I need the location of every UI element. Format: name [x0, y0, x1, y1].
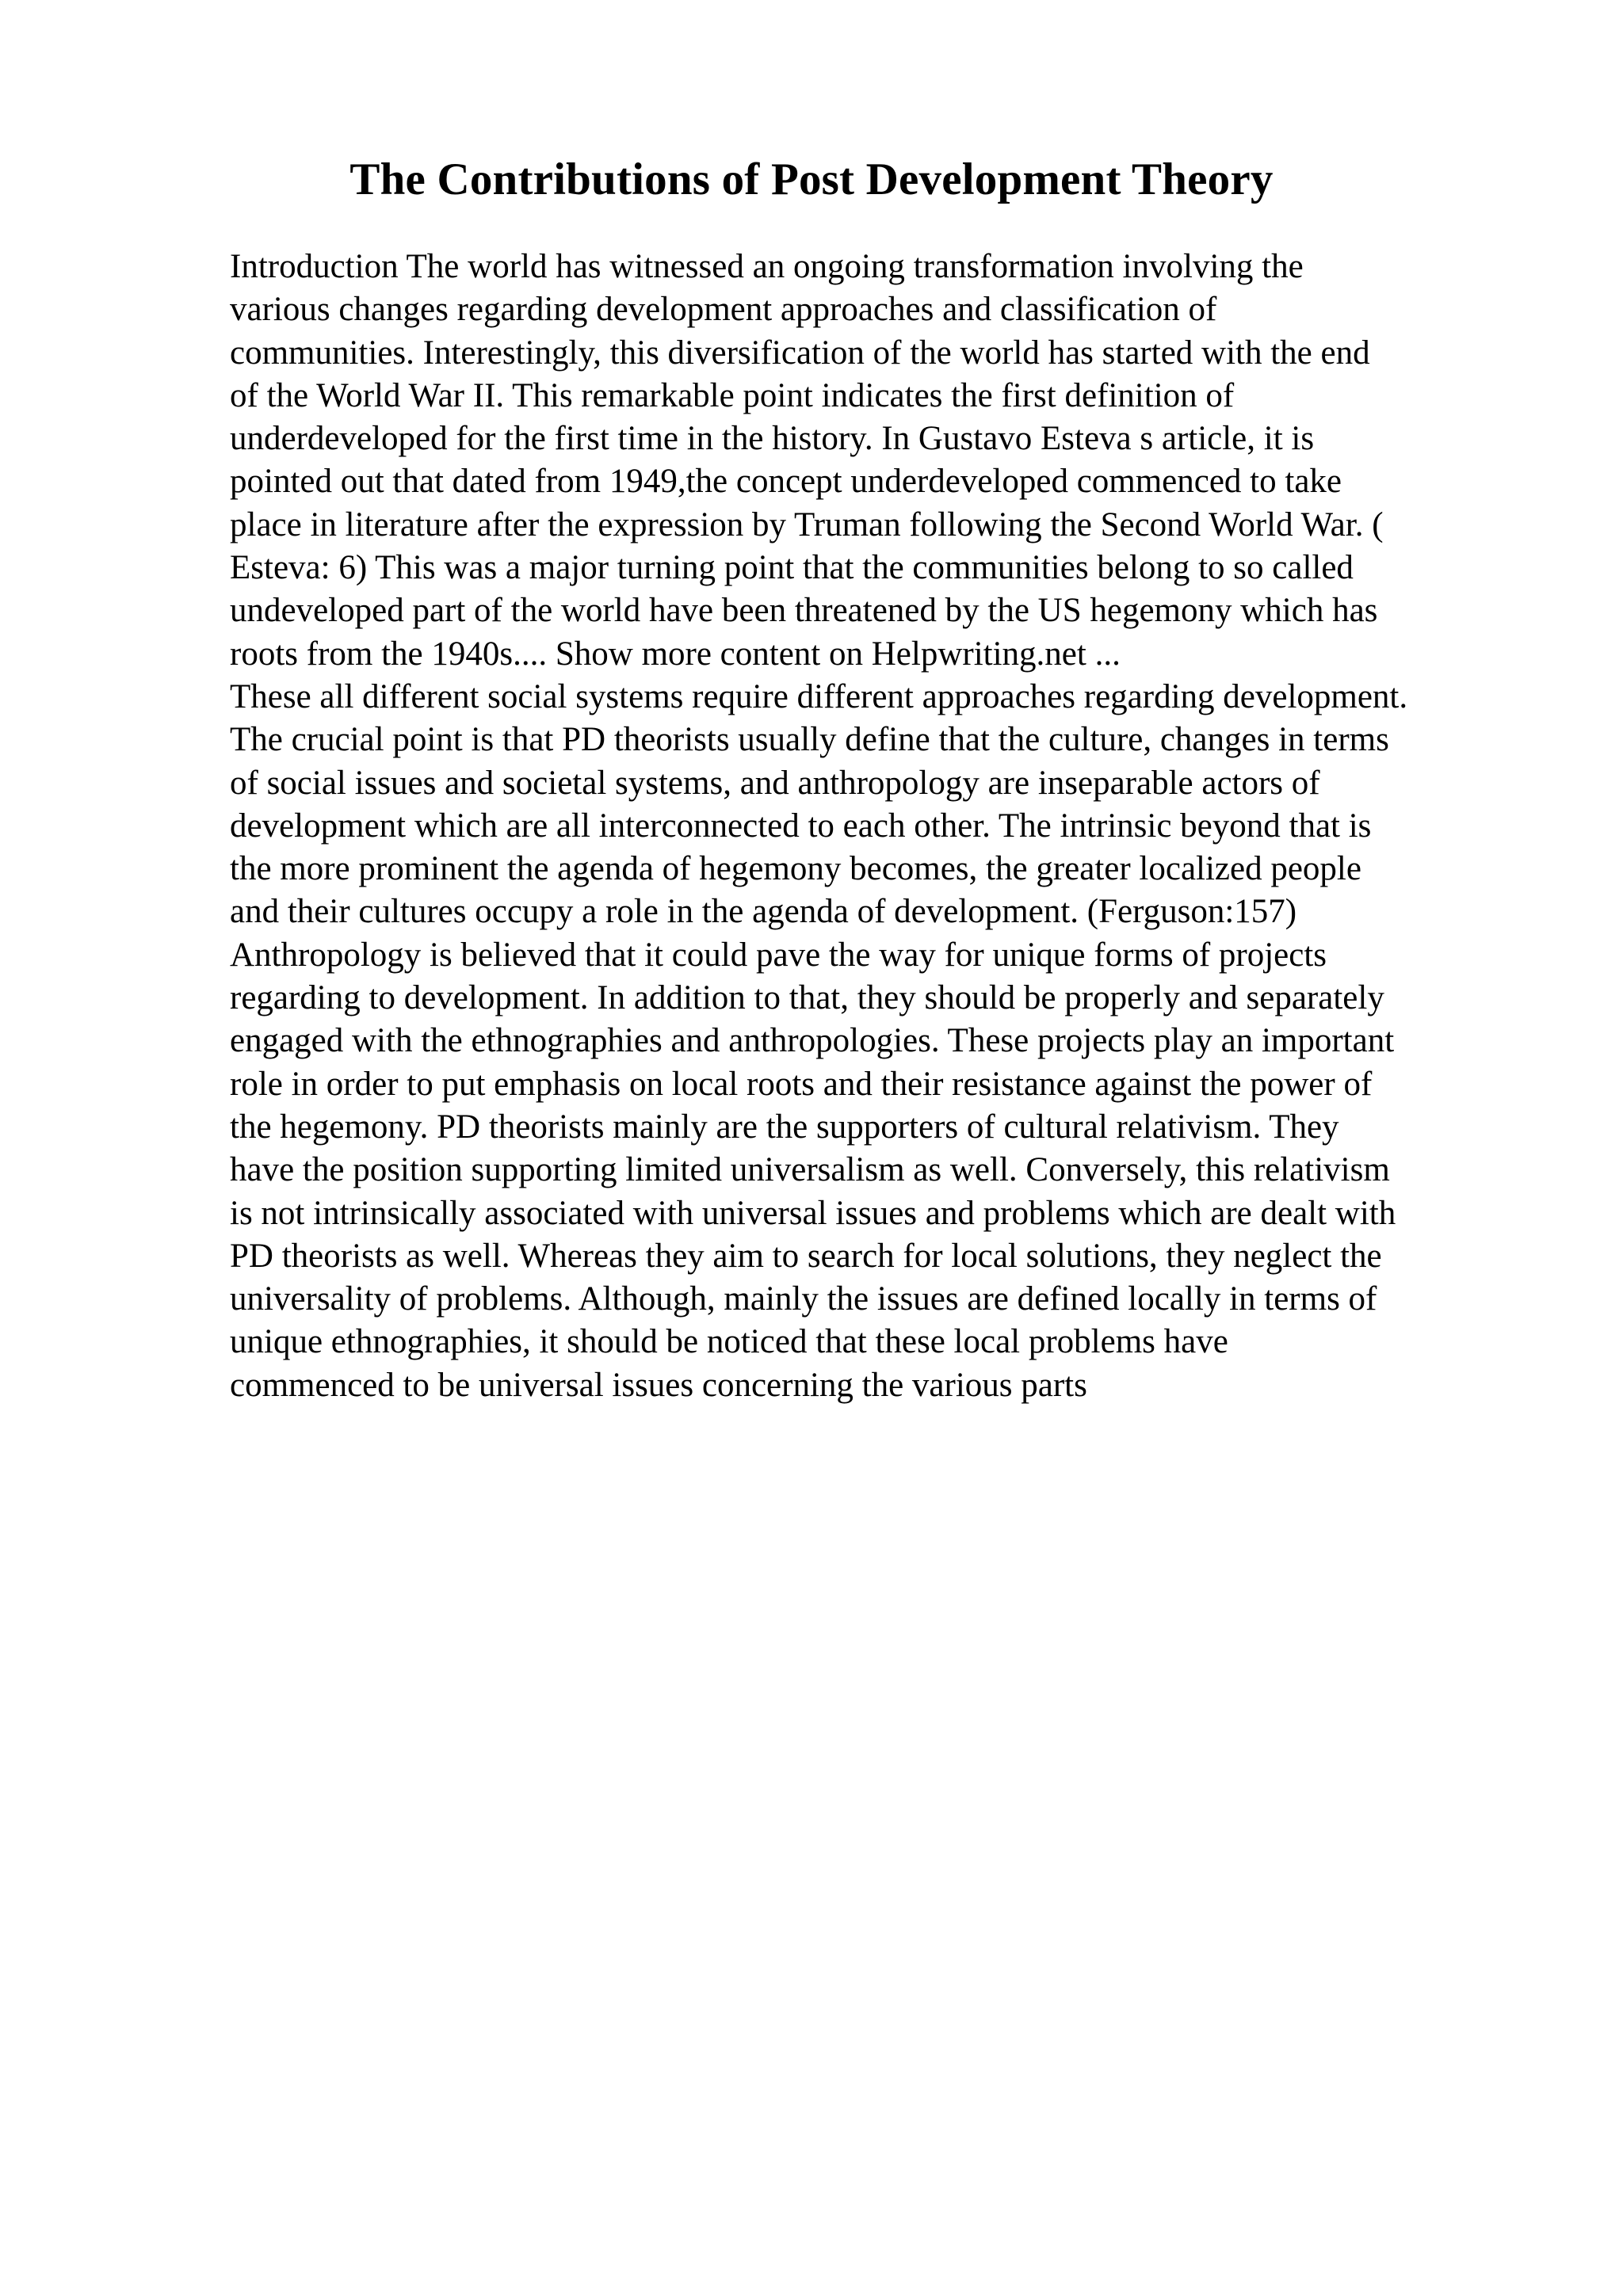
text-line: Esteva: 6) This was a major turning point that the communities belong to so called [230, 549, 1354, 587]
text-line: various changes regarding development approaches and classification of [230, 291, 1217, 329]
text-line: development which are all interconnected to each other. The intrinsic beyond that is [230, 807, 1372, 845]
text-line: These all different social systems require different approaches regarding development. [230, 677, 1408, 715]
text-line: engaged with the ethnographies and anthropologies. These projects play an important [230, 1022, 1395, 1060]
text-line: undeveloped part of the world have been threatened by the US hegemony which has [230, 592, 1378, 630]
text-line: communities. Interestingly, this diversification of the world has started with the end [230, 334, 1370, 372]
text-line: and their cultures occupy a role in the agenda of development. (Ferguson:157) [230, 893, 1297, 931]
text-line: role in order to put emphasis on local roots and their resistance against the power of [230, 1065, 1373, 1103]
body-paragraph [230, 676, 1529, 1407]
text-line: pointed out that dated from 1949,the concept underdeveloped commenced to take [230, 463, 1342, 501]
text-line: universality of problems. Although, mainly the issues are defined locally in terms of [230, 1280, 1377, 1318]
text-line: Anthropology is believed that it could pave the way for unique forms of projects [230, 936, 1327, 974]
text-line: underdeveloped for the first time in the history. In Gustavo Esteva s article, it is [230, 420, 1315, 458]
text-line: of social issues and societal systems, and anthropology are inseparable actors of [230, 764, 1320, 802]
text-line: is not intrinsically associated with universal issues and problems which are dealt with [230, 1194, 1396, 1232]
body-paragraph [230, 246, 1529, 676]
text-line: place in literature after the expression by Truman following the Second World War. ( [230, 505, 1384, 543]
document-title: The Contributions of Post Development Theory [349, 154, 1274, 204]
text-line: regarding to development. In addition to that, they should be properly and separately [230, 979, 1384, 1017]
text-line: PD theorists as well. Whereas they aim to search for local solutions, they neglect the [230, 1237, 1382, 1275]
text-line: have the position supporting limited universalism as well. Conversely, this relativism [230, 1151, 1390, 1189]
text-line: the hegemony. PD theorists mainly are the supporters of cultural relativism. They [230, 1108, 1339, 1146]
text-line: Introduction The world has witnessed an ongoing transformation involving the [230, 248, 1304, 285]
text-line: roots from the 1940s.... Show more content on Helpwriting.net ... [230, 635, 1121, 673]
text-line: commenced to be universal issues concerning the various parts [230, 1366, 1087, 1404]
text-line: of the World War II. This remarkable point indicates the first definition of [230, 376, 1235, 414]
document-body [230, 246, 1529, 1407]
text-line: the more prominent the agenda of hegemony becomes, the greater localized people [230, 850, 1361, 888]
text-line: The crucial point is that PD theorists usually define that the culture, changes in terms [230, 721, 1389, 759]
text-line: unique ethnographies, it should be noticed that these local problems have [230, 1323, 1228, 1361]
